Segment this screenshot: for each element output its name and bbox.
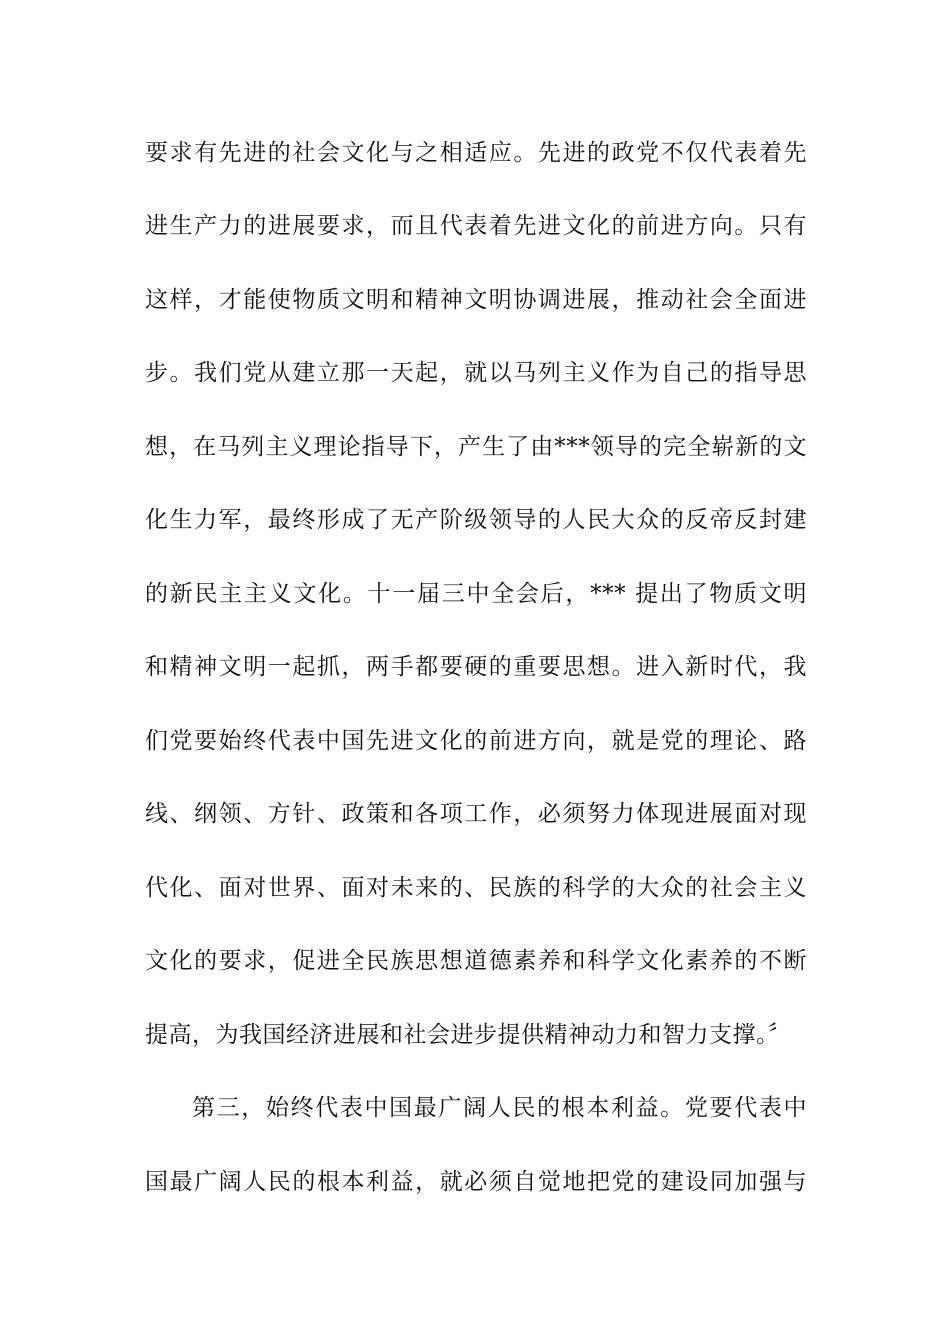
text-line-4: 步。我们党从建立那一天起，就以马列主义作为自己的指导思: [145, 360, 807, 386]
text-line-5: 想，在马列主义理论指导下，产生了由***领导的完全崭新的文: [145, 434, 807, 460]
text-line-13: 提高，为我国经济进展和社会进步提供精神动力和智力支撑。〞: [145, 1022, 792, 1048]
text-line-10: 线、纲领、方针、政策和各项工作，必须努力体现进展面对现: [145, 801, 807, 827]
text-line-2: 进生产力的进展要求，而且代表着先进文化的前进方向。只有: [145, 213, 807, 239]
text-line-3: 这样，才能使物质文明和精神文明协调进展，推动社会全面进: [145, 287, 807, 313]
text-line-14: 第三，始终代表中国最广阔人民的根本利益。党要代表中: [192, 1095, 807, 1121]
text-line-15: 国最广阔人民的根本利益，就必须自觉地把党的建设同加强与: [145, 1169, 807, 1195]
text-line-9: 们党要始终代表中国先进文化的前进方向，就是党的理论、路: [145, 728, 807, 754]
text-line-8: 和精神文明一起抓，两手都要硬的重要思想。进入新时代，我: [145, 654, 807, 680]
text-line-7: 的新民主主义文化。十一届三中全会后，*** 提出了物质文明: [145, 581, 807, 607]
text-line-11: 代化、面对世界、面对未来的、民族的科学的大众的社会主义: [145, 875, 807, 901]
text-line-1: 要求有先进的社会文化与之相适应。先进的政党不仅代表着先: [145, 140, 807, 166]
text-line-6: 化生力军，最终形成了无产阶级领导的人民大众的反帝反封建: [145, 507, 807, 533]
text-line-12: 文化的要求，促进全民族思想道德素养和科学文化素养的不断: [145, 948, 807, 974]
